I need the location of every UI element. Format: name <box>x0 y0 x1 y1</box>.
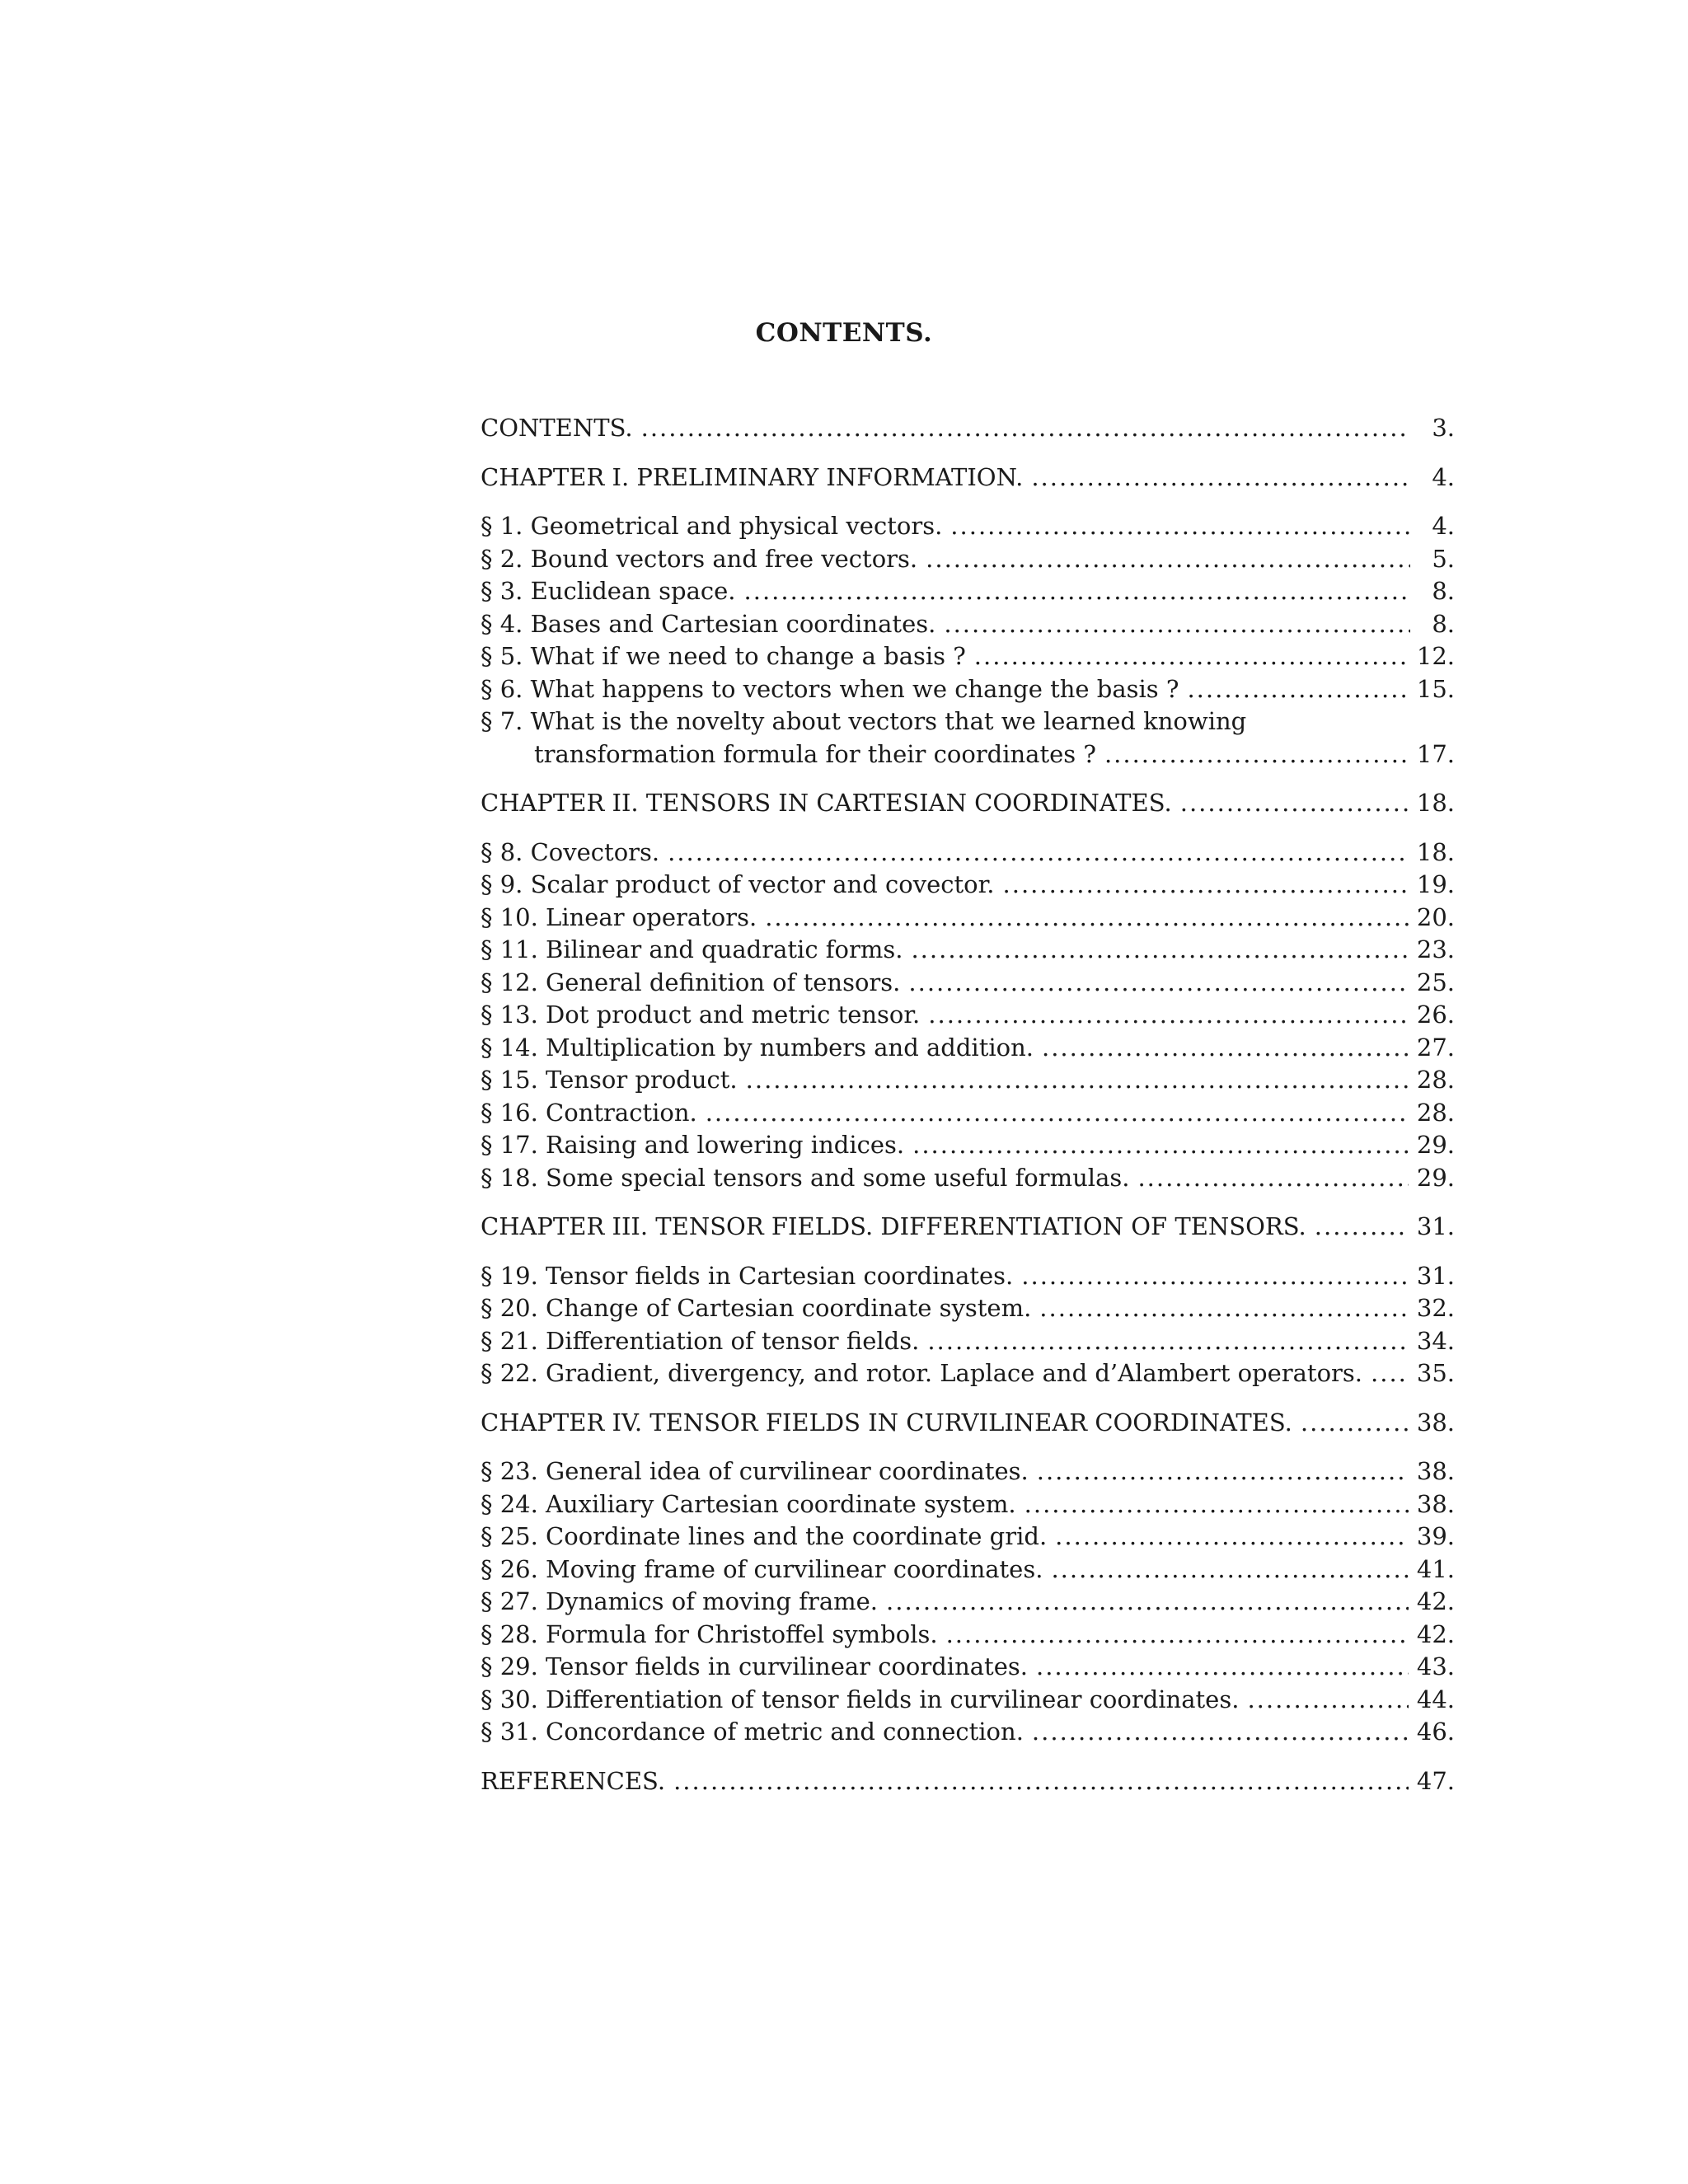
toc-section-entry[interactable] <box>481 1716 1455 1749</box>
toc-entry-label: § 23. General idea of curvilinear coordinates. <box>481 1457 1029 1485</box>
toc-section-entry[interactable] <box>481 673 1455 706</box>
toc-section-entry[interactable] <box>481 1097 1455 1130</box>
toc-entry-label: REFERENCES. <box>481 1766 666 1795</box>
toc-entry-label: § 19. Tensor fields in Cartesian coordinates. <box>481 1261 1014 1290</box>
toc-entry-page-number: 29. <box>1416 1163 1455 1192</box>
toc-entry-page-number: 25. <box>1416 968 1455 996</box>
toc-leader-dots <box>927 1325 1409 1358</box>
toc-leader-dots <box>1301 1407 1409 1440</box>
toc-leader-dots <box>744 575 1410 608</box>
toc-entry-page-number: 5. <box>1432 544 1455 573</box>
toc-entry-label: § 28. Formula for Christoffel symbols. <box>481 1619 938 1648</box>
toc-leader-dots <box>673 1765 1409 1798</box>
toc-entry-page-number: 43. <box>1416 1652 1455 1680</box>
toc-leader-dots <box>1025 1488 1409 1521</box>
page-title: CONTENTS. <box>755 318 933 348</box>
toc-leader-dots <box>1031 462 1410 494</box>
toc-entry-label: CONTENTS. <box>481 414 633 442</box>
toc-entry-page-number: 19. <box>1416 870 1455 898</box>
toc-entry-label: § 29. Tensor fields in curvilinear coordinates. <box>481 1652 1028 1680</box>
toc-entry-page-number: 4. <box>1432 462 1455 491</box>
toc-section-entry[interactable] <box>481 575 1455 608</box>
toc-entry-page-number: 42. <box>1416 1619 1455 1648</box>
toc-entry-label: CHAPTER IV. TENSOR FIELDS IN CURVILINEAR COORDINATES. <box>481 1408 1292 1436</box>
toc-chapter-entry[interactable] <box>481 462 1455 494</box>
toc-leader-dots <box>886 1586 1409 1619</box>
toc-leader-dots <box>1042 1032 1409 1065</box>
toc-entry-label: § 31. Concordance of metric and connection. <box>481 1718 1024 1746</box>
toc-section-entry[interactable] <box>481 1521 1455 1554</box>
toc-entry-page-number: 23. <box>1416 935 1455 963</box>
toc-leader-dots <box>1039 1292 1409 1325</box>
toc-entry-label: § 18. Some special tensors and some useful formulas. <box>481 1163 1130 1192</box>
toc-entry-page-number: 29. <box>1416 1131 1455 1159</box>
toc-leader-dots <box>1021 1260 1409 1293</box>
toc-section-entry[interactable] <box>481 1684 1455 1717</box>
toc-leader-dots <box>911 934 1408 967</box>
toc-entry-page-number: 31. <box>1416 1212 1455 1240</box>
toc-section-entry[interactable] <box>481 1325 1455 1358</box>
toc-entry-label: § 21. Differentiation of tensor fields. <box>481 1326 920 1355</box>
toc-entry-label: § 8. Covectors. <box>481 837 660 866</box>
toc-entry-label: CHAPTER III. TENSOR FIELDS. DIFFERENTIATION OF TENSORS. <box>481 1212 1306 1240</box>
toc-section-entry[interactable] <box>481 1357 1455 1390</box>
toc-section-entry[interactable] <box>481 1162 1455 1195</box>
toc-leader-dots <box>1051 1554 1408 1586</box>
toc-section-entry[interactable] <box>481 1129 1455 1162</box>
toc-leader-dots <box>641 412 1410 445</box>
toc-entry-page-number: 47. <box>1416 1766 1455 1795</box>
toc-section-entry[interactable] <box>481 934 1455 967</box>
toc-section-entry[interactable] <box>481 640 1455 673</box>
toc-chapter-entry[interactable] <box>481 1765 1455 1798</box>
toc-entry-label: CHAPTER I. PRELIMINARY INFORMATION. <box>481 462 1024 491</box>
toc-entry-page-number: 15. <box>1416 674 1455 703</box>
toc-leader-dots <box>944 608 1410 641</box>
toc-entry-page-number: 4. <box>1432 512 1455 540</box>
toc-entry-label: § 5. What if we need to change a basis ? <box>481 642 966 670</box>
toc-entry-label: § 14. Multiplication by numbers and addition. <box>481 1033 1034 1062</box>
toc-chapter-entry[interactable] <box>481 412 1455 445</box>
toc-leader-dots <box>974 640 1409 673</box>
toc-leader-dots <box>1032 1716 1409 1749</box>
toc-entry-label: § 13. Dot product and metric tensor. <box>481 1001 921 1029</box>
toc-entry-page-number: 35. <box>1416 1359 1455 1387</box>
toc-leader-dots <box>1036 1651 1409 1684</box>
toc-entry-page-number: 28. <box>1416 1098 1455 1127</box>
toc-leader-dots <box>1247 1684 1408 1717</box>
toc-chapter-entry[interactable] <box>481 787 1455 820</box>
toc-entry-page-number: 38. <box>1416 1489 1455 1518</box>
toc-leader-dots <box>1104 738 1409 771</box>
toc-entry-label: § 11. Bilinear and quadratic forms. <box>481 935 903 963</box>
toc-entry-page-number: 3. <box>1432 414 1455 442</box>
toc-entry-page-number: 12. <box>1416 642 1455 670</box>
toc-entry-label: § 16. Contraction. <box>481 1098 697 1127</box>
toc-entry-label: § 24. Auxiliary Cartesian coordinate system. <box>481 1489 1016 1518</box>
toc-entry-page-number: 28. <box>1416 1066 1455 1094</box>
toc-section-entry[interactable] <box>481 1292 1455 1325</box>
toc-entry-page-number: 17. <box>1416 739 1455 768</box>
toc-leader-dots <box>946 1619 1409 1652</box>
toc-entry-label: transformation formula for their coordinates ? <box>534 739 1096 768</box>
toc-entry-label: § 15. Tensor product. <box>481 1066 738 1094</box>
toc-leader-dots <box>928 999 1409 1032</box>
toc-section-entry[interactable] <box>481 1064 1455 1097</box>
toc-entry-page-number: 18. <box>1416 837 1455 866</box>
toc-leader-dots <box>1187 673 1408 706</box>
toc-leader-dots <box>1037 1455 1409 1488</box>
toc-chapter-entry[interactable] <box>481 1211 1455 1244</box>
toc-entry-label: § 6. What happens to vectors when we change the basis ? <box>481 674 1179 703</box>
toc-entry-label: § 4. Bases and Cartesian coordinates. <box>481 609 936 638</box>
toc-section-entry[interactable] <box>481 999 1455 1032</box>
toc-leader-dots <box>1315 1211 1409 1244</box>
toc-leader-dots <box>912 1129 1409 1162</box>
toc-entry-label: § 30. Differentiation of tensor fields in curvilinear coordinates. <box>481 1685 1240 1713</box>
toc-section-entry[interactable] <box>481 1455 1455 1488</box>
toc-entry-page-number: 39. <box>1416 1522 1455 1550</box>
toc-entry-page-number: 18. <box>1416 789 1455 817</box>
toc-leader-dots <box>746 1064 1409 1097</box>
toc-entry-label: § 10. Linear operators. <box>481 902 757 931</box>
toc-entry-page-number: 38. <box>1416 1408 1455 1436</box>
toc-entry-label: § 20. Change of Cartesian coordinate system. <box>481 1294 1032 1322</box>
toc-entry-label: § 1. Geometrical and physical vectors. <box>481 512 943 540</box>
toc-entry-label: § 2. Bound vectors and free vectors. <box>481 544 918 573</box>
toc-section-entry[interactable] <box>481 543 1455 576</box>
toc-section-entry[interactable] <box>481 1586 1455 1619</box>
toc-section-entry[interactable] <box>481 1554 1455 1586</box>
toc-entry-label: § 26. Moving frame of curvilinear coordinates. <box>481 1554 1043 1583</box>
toc-section-entry[interactable] <box>481 1651 1455 1684</box>
toc-entry-label: § 9. Scalar product of vector and covector. <box>481 870 995 898</box>
toc-entry-label: § 22. Gradient, divergency, and rotor. Laplace and d’Alambert operators. <box>481 1359 1363 1387</box>
toc-leader-dots <box>1055 1521 1409 1554</box>
toc-entry-label: § 3. Euclidean space. <box>481 577 736 605</box>
toc-section-entry[interactable] <box>481 510 1455 543</box>
toc-entry-page-number: 8. <box>1432 609 1455 638</box>
toc-section-entry[interactable] <box>481 837 1455 869</box>
toc-entry-label: § 7. What is the novelty about vectors that we learned knowing <box>481 707 1247 735</box>
toc-section-entry[interactable] <box>481 1619 1455 1652</box>
toc-entry-page-number: 42. <box>1416 1587 1455 1615</box>
toc-entry-page-number: 41. <box>1416 1554 1455 1583</box>
toc-entry-page-number: 27. <box>1416 1033 1455 1062</box>
toc-entry-label: § 27. Dynamics of moving frame. <box>481 1587 879 1615</box>
toc-entry-label: CHAPTER II. TENSORS IN CARTESIAN COORDINATES. <box>481 789 1172 817</box>
toc-entry-page-number: 32. <box>1416 1294 1455 1322</box>
table-of-contents <box>481 412 1455 1797</box>
toc-leader-dots <box>765 902 1409 935</box>
toc-entry-label: § 12. General definition of tensors. <box>481 968 901 996</box>
toc-chapter-entry[interactable] <box>481 1407 1455 1440</box>
toc-section-entry[interactable] <box>481 1260 1455 1293</box>
toc-section-entry[interactable] <box>481 705 1455 738</box>
toc-entry-page-number: 8. <box>1432 577 1455 605</box>
toc-entry-page-number: 44. <box>1416 1685 1455 1713</box>
toc-entry-page-number: 31. <box>1416 1261 1455 1290</box>
toc-section-entry[interactable] <box>481 1032 1455 1065</box>
toc-leader-dots <box>706 1097 1409 1130</box>
toc-section-entry[interactable] <box>481 967 1455 1000</box>
toc-entry-page-number: 20. <box>1416 902 1455 931</box>
toc-leader-dots <box>950 510 1410 543</box>
toc-leader-dots <box>668 837 1409 869</box>
toc-leader-dots <box>926 543 1410 576</box>
toc-entry-label: § 17. Raising and lowering indices. <box>481 1131 905 1159</box>
toc-section-entry[interactable] <box>481 608 1455 641</box>
toc-entry-page-number: 26. <box>1416 1001 1455 1029</box>
toc-leader-dots <box>1371 1357 1409 1390</box>
toc-entry-page-number: 34. <box>1416 1326 1455 1355</box>
toc-section-entry[interactable] <box>481 902 1455 935</box>
toc-entry-page-number: 38. <box>1416 1457 1455 1485</box>
toc-entry-label: § 25. Coordinate lines and the coordinate grid. <box>481 1522 1048 1550</box>
toc-leader-dots <box>1003 869 1409 902</box>
toc-leader-dots <box>1180 787 1409 820</box>
toc-section-entry[interactable] <box>481 1488 1455 1521</box>
toc-leader-dots <box>908 967 1408 1000</box>
toc-entry-page-number: 46. <box>1416 1718 1455 1746</box>
toc-section-entry[interactable] <box>481 869 1455 902</box>
toc-leader-dots <box>1137 1162 1408 1195</box>
toc-section-entry-continuation[interactable] <box>481 738 1455 771</box>
